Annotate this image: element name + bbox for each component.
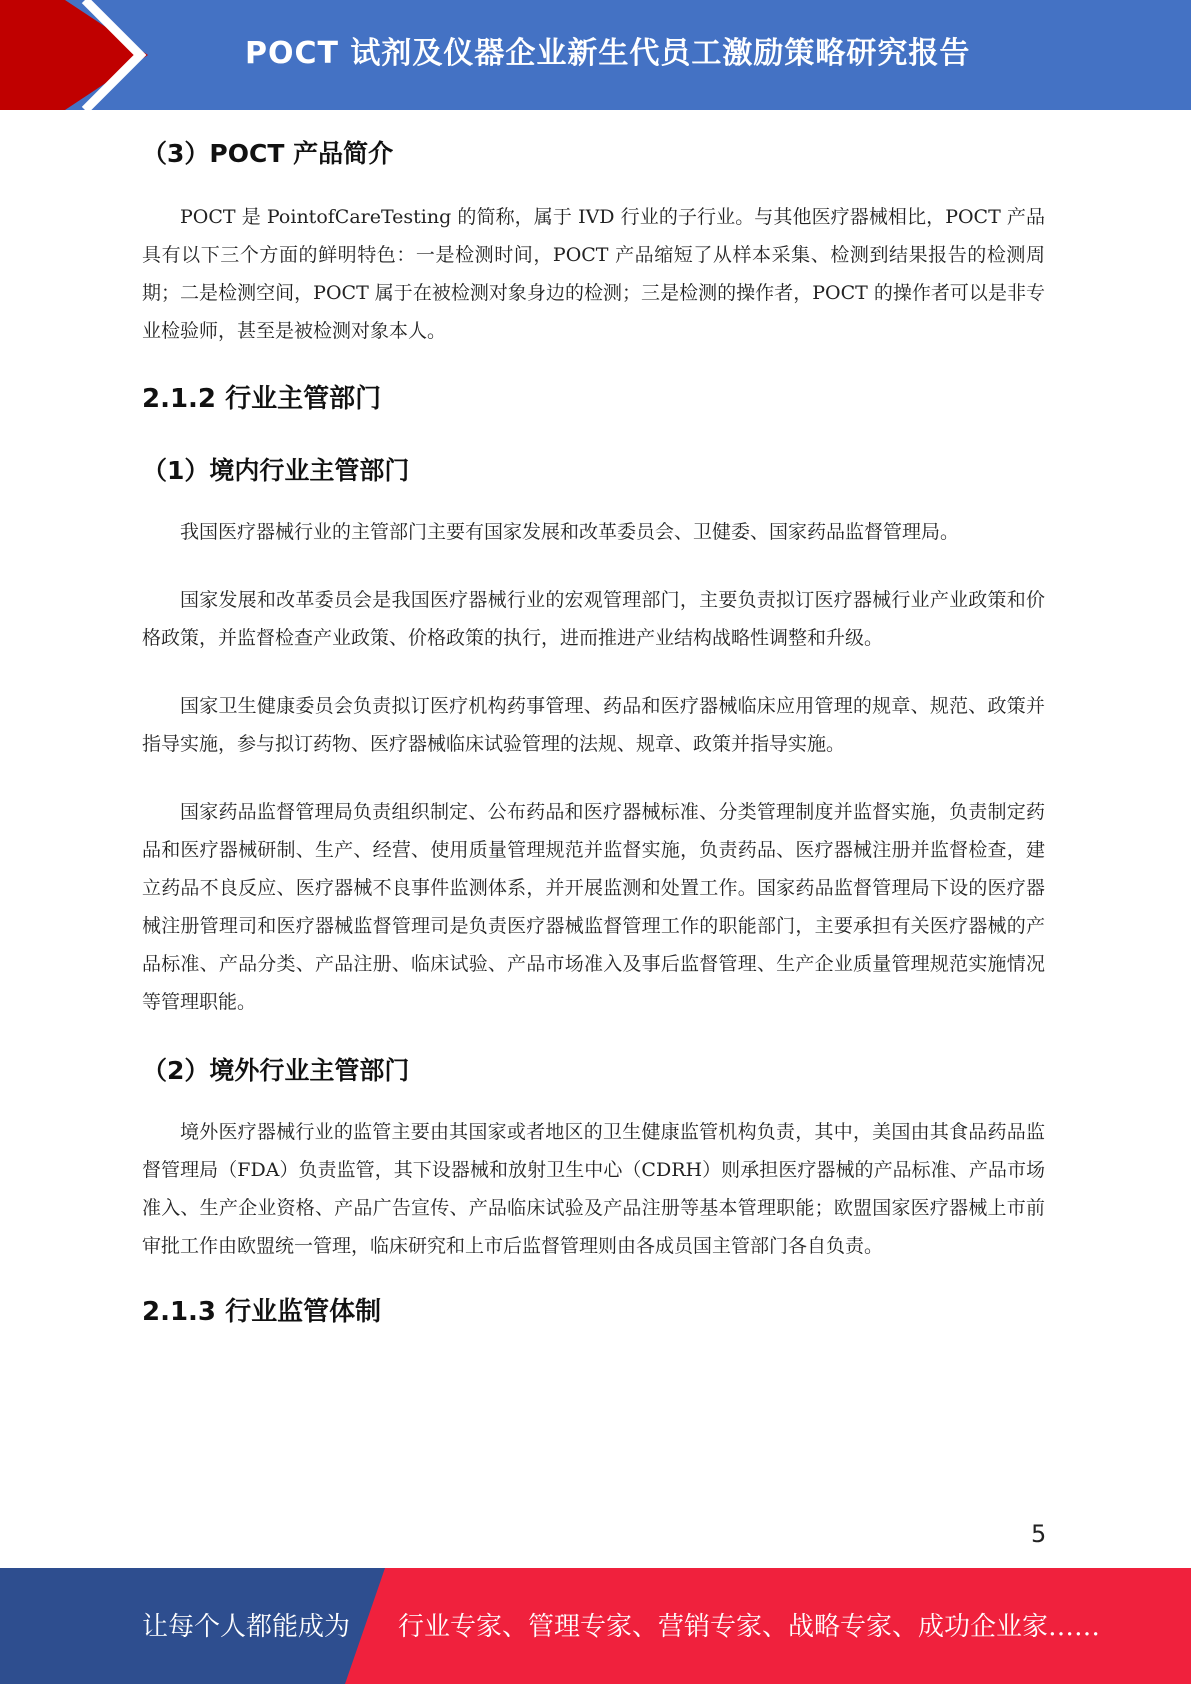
paragraph-overseas: 境外医疗器械行业的监管主要由其国家或者地区的卫生健康监管机构负责，其中，美国由其食品药品监督管理局（FDA）负责监管，其下设器械和放射卫生中心（CDRH）则承担医疗器械的产品标准、产品市场准入、生产企业资格、产品广告宣传、产品临床试验及产品注册等基本管理职能；欧盟国家医疗器械上市前审批工作由欧盟统一管理，临床研究和上市后监督管理则由各成员国主管部门各自负责。 [142,1121,1045,1257]
section-heading-poct-intro: （3）POCT 产品简介 [142,139,394,168]
paragraph-domestic-2: 国家发展和改革委员会是我国医疗器械行业的宏观管理部门，主要负责拟订医疗器械行业产业政策和价格政策，并监督检查产业政策、价格政策的执行，进而推进产业结构战略性调整和升级。 [142,589,1045,649]
paragraph-poct-intro: POCT 是 PointofCareTesting 的简称，属于 IVD 行业的子行业。与其他医疗器械相比，POCT 产品具有以下三个方面的鲜明特色：一是检测时间，POCT 产品缩短了从样本采集、检测到结果报告的检测周期；二是检测空间，POCT 属于在被检测对象身边的检测；三是检测的操作者，POCT 的操作者可以是非专业检验师，甚至是被检测对象本人。 [142,206,1045,342]
footer-slogan-left: 让每个人都能成为 [142,1612,351,1642]
footer-slogan-right: 行业专家、管理专家、营销专家、战略专家、成功企业家…… [398,1612,1101,1642]
paragraph-domestic-3: 国家卫生健康委员会负责拟订医疗机构药事管理、药品和医疗器械临床应用管理的规章、规范、政策并指导实施，参与拟订药物、医疗器械临床试验管理的法规、规章、政策并指导实施。 [142,695,1045,755]
section-heading-domestic: （1）境内行业主管部门 [142,456,410,485]
paragraph-domestic-4: 国家药品监督管理局负责组织制定、公布药品和医疗器械标准、分类管理制度并监督实施，负责制定药品和医疗器械研制、生产、经营、使用质量管理规范并监督实施，负责药品、医疗器械注册并监督检查，建立药品不良反应、医疗器械不良事件监测体系，并开展监测和处置工作。国家药品监督管理局下设的医疗器械注册管理司和医疗器械监督管理司是负责医疗器械监督管理工作的职能部门，主要承担有关医疗器械的产品标准、产品分类、产品注册、临床试验、产品市场准入及事后监督管理、生产企业质量管理规范实施情况等管理职能。 [142,801,1045,1013]
report-title: POCT 试剂及仪器企业新生代员工激励策略研究报告 [245,36,971,71]
section-heading-2-1-3: 2.1.3 行业监管体制 [142,1297,382,1327]
header-arrow-icon [0,0,160,110]
section-heading-2-1-2: 2.1.2 行业主管部门 [142,384,382,414]
page-footer [0,1568,1191,1684]
page-header [0,0,1191,110]
section-heading-overseas: （2）境外行业主管部门 [142,1056,410,1085]
page-number: 5 [1031,1520,1047,1548]
document-body [142,110,1045,1328]
paragraph-domestic-1: 我国医疗器械行业的主管部门主要有国家发展和改革委员会、卫健委、国家药品监督管理局。 [180,521,960,543]
